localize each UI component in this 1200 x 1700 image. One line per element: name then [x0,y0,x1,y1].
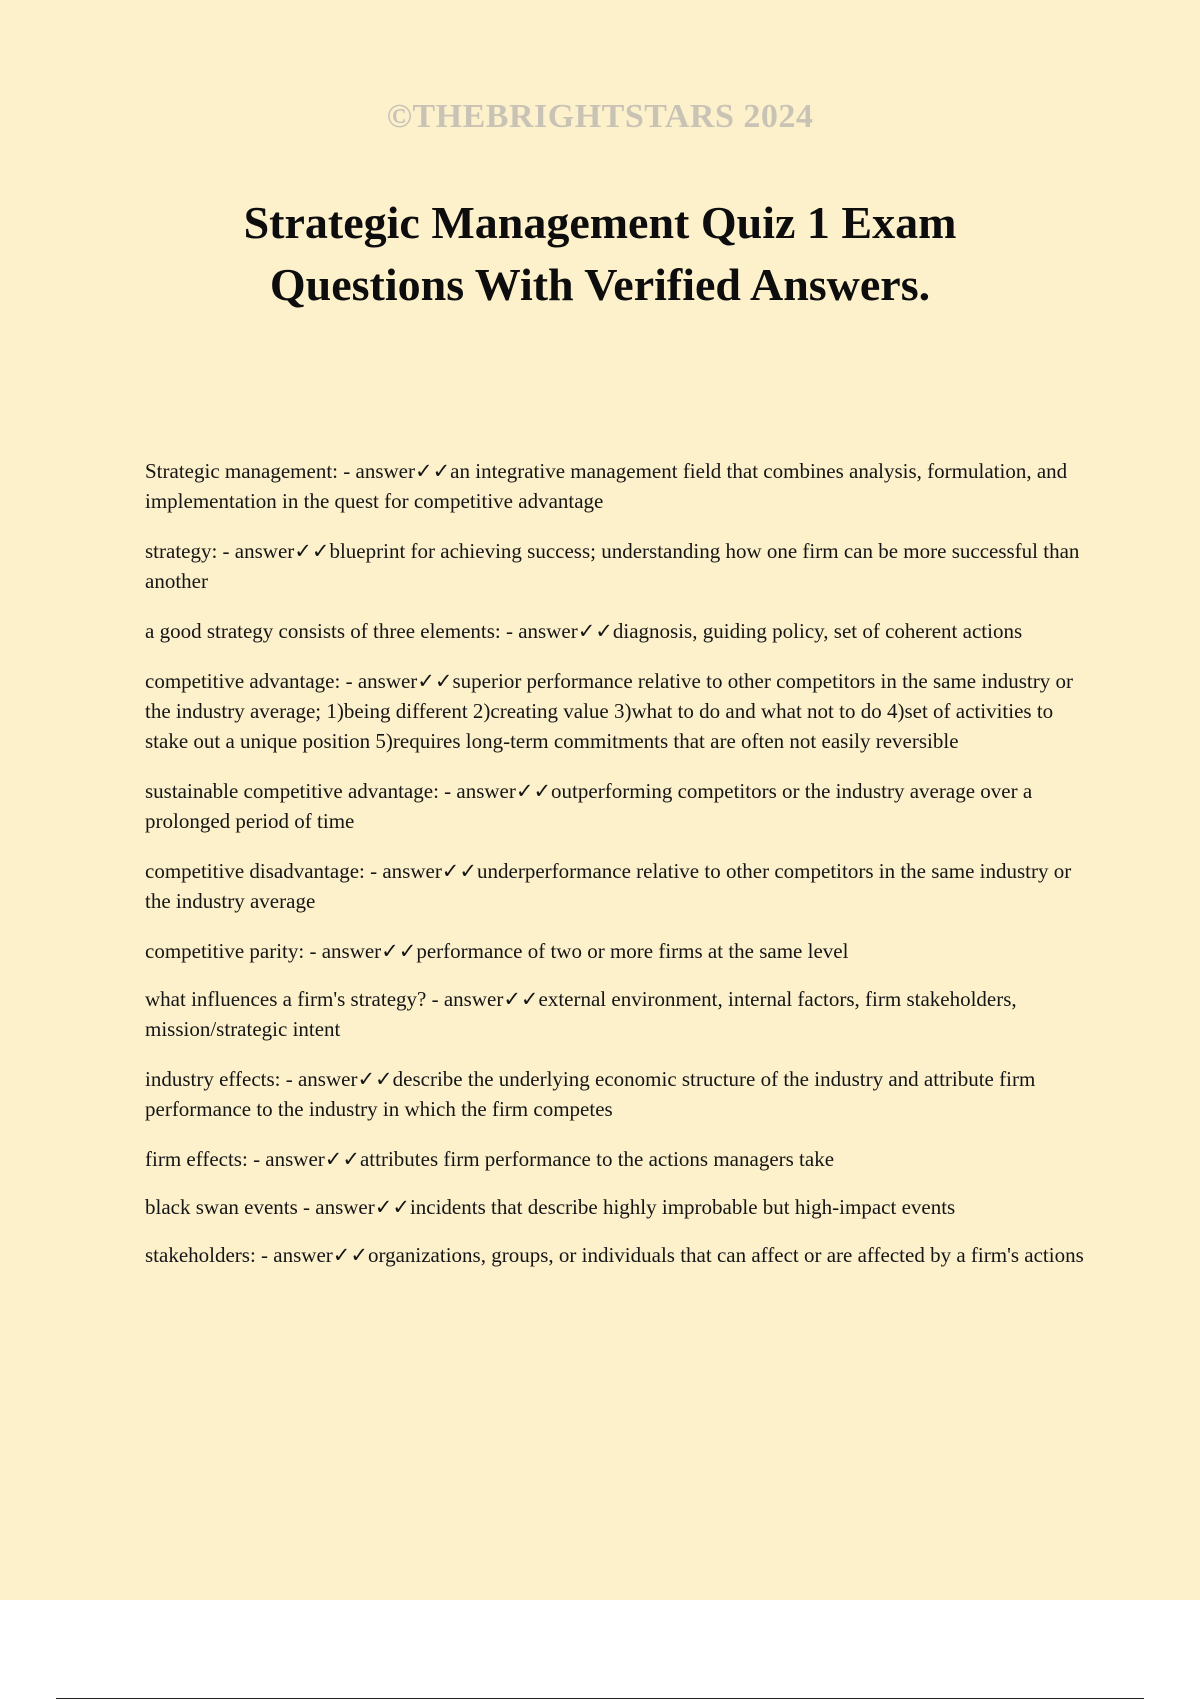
qa-list [145,456,1085,1290]
qa-item: what influences a firm's strategy? - answer✓✓external environment, internal factors, firm stakeholders, mission/strategic intent [145,987,1017,1041]
qa-item: competitive disadvantage: - answer✓✓underperformance relative to other competitors in the same industry or the industry average [145,859,1072,913]
qa-item: strategy: - answer✓✓blueprint for achieving success; understanding how one firm can be more successful than another [145,539,1080,593]
qa-item: competitive advantage: - answer✓✓superior performance relative to other competitors in the same industry or the industry average; 1)being different 2)creating value 3)what to do and what not to do 4)set of activities to stake out a unique position 5)requires long-term commitments that are often not easily reversible [145,669,1073,753]
qa-item: Strategic management: - answer✓✓an integrative management field that combines analysis, formulation, and implementation in the quest for competitive advantage [145,459,1068,513]
page-title: Strategic Management Quiz 1 Exam Questions With Verified Answers. [243,197,957,310]
copyright-watermark: ©THEBRIGHTSTARS 2024 [386,98,814,135]
qa-item: a good strategy consists of three elements: - answer✓✓diagnosis, guiding policy, set of coherent actions [145,619,1023,643]
qa-item: competitive parity: - answer✓✓performance of two or more firms at the same level [145,939,849,963]
qa-item: industry effects: - answer✓✓describe the underlying economic structure of the industry and attribute firm performance to the industry in which the firm competes [145,1067,1036,1121]
qa-item: firm effects: - answer✓✓attributes firm performance to the actions managers take [145,1147,835,1171]
qa-item: stakeholders: - answer✓✓organizations, groups, or individuals that can affect or are affected by a firm's actions [145,1243,1084,1267]
footer-divider [56,1698,1144,1699]
qa-item: sustainable competitive advantage: - answer✓✓outperforming competitors or the industry average over a prolonged period of time [145,779,1033,833]
qa-item: black swan events - answer✓✓incidents that describe highly improbable but high-impact events [145,1195,956,1219]
